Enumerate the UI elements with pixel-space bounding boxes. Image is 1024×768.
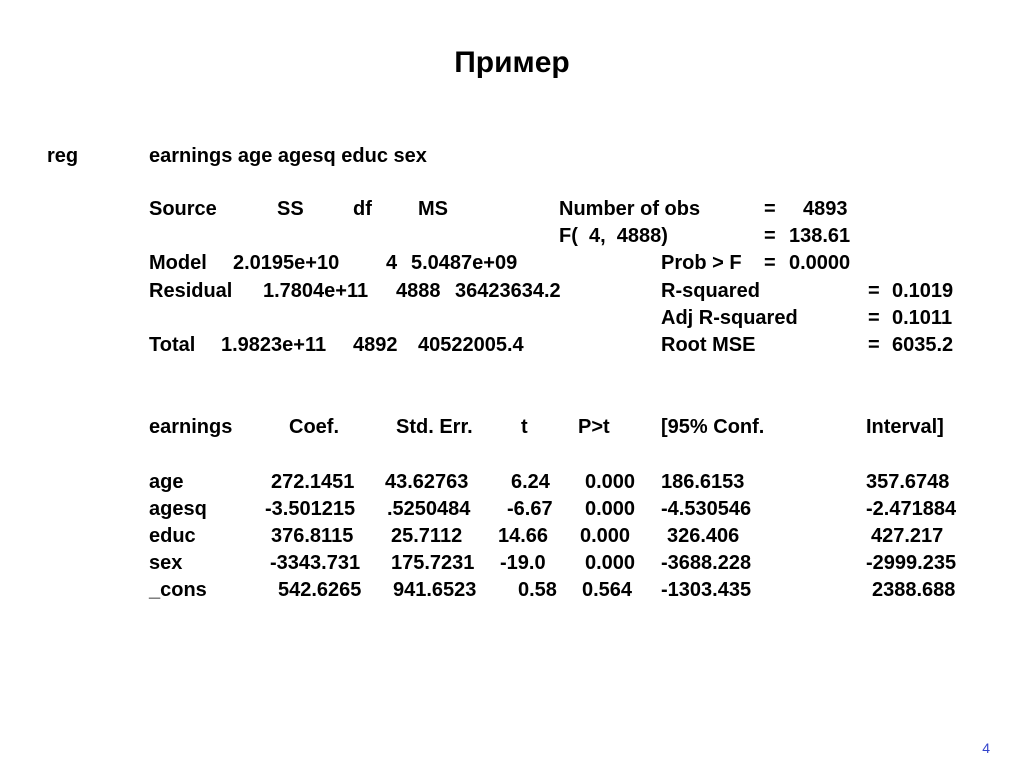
anova-residual-source: Residual bbox=[149, 280, 233, 302]
coef-row-se: 175.7231 bbox=[391, 552, 475, 574]
coef-row-se: 43.62763 bbox=[385, 471, 469, 493]
anova-total-ss: 1.9823e+11 bbox=[221, 334, 327, 356]
coef-row-ci-hi: -2.471884 bbox=[866, 498, 957, 520]
rmse-eq: = bbox=[868, 334, 880, 356]
r2-label: R-squared bbox=[661, 280, 760, 302]
coef-header-var: earnings bbox=[149, 416, 233, 438]
coef-row-ci-lo: 326.406 bbox=[667, 525, 740, 547]
coef-row-p: 0.564 bbox=[582, 579, 633, 601]
command-args: earnings age agesq educ sex bbox=[149, 145, 427, 167]
coef-row-ci-lo: -3688.228 bbox=[661, 552, 752, 574]
coef-header-ci-lo: [95% Conf. bbox=[661, 416, 765, 438]
coef-row-ci-lo: -1303.435 bbox=[661, 579, 752, 601]
anova-header-source: Source bbox=[149, 198, 217, 220]
anova-total-ms: 40522005.4 bbox=[418, 334, 524, 356]
coef-row-var: educ bbox=[149, 525, 196, 547]
coef-row-coef: -3343.731 bbox=[270, 552, 361, 574]
coef-row-coef: 376.8115 bbox=[271, 525, 354, 547]
anova-total-df: 4892 bbox=[353, 334, 398, 356]
coef-row-ci-hi: 357.6748 bbox=[866, 471, 950, 493]
anova-header-ms: MS bbox=[418, 198, 448, 220]
anova-model-ms: 5.0487e+09 bbox=[411, 252, 518, 274]
anova-model-df: 4 bbox=[386, 252, 398, 274]
coef-row-ci-lo: 186.6153 bbox=[661, 471, 745, 493]
coef-row-ci-hi: -2999.235 bbox=[866, 552, 957, 574]
coef-row-se: .5250484 bbox=[387, 498, 471, 520]
r2-eq: = bbox=[868, 280, 880, 302]
coef-header-se: Std. Err. bbox=[396, 416, 473, 438]
coef-row-var: _cons bbox=[149, 579, 207, 601]
coef-header-p: P>t bbox=[578, 416, 610, 438]
adjr2-value: 0.1011 bbox=[892, 307, 953, 329]
nobs-value: 4893 bbox=[803, 198, 848, 220]
rmse-value: 6035.2 bbox=[892, 334, 954, 356]
coef-row-t: -19.0 bbox=[500, 552, 546, 574]
nobs-eq: = bbox=[764, 198, 776, 220]
f-eq: = bbox=[764, 225, 776, 247]
adjr2-label: Adj R-squared bbox=[661, 307, 798, 329]
f-value: 138.61 bbox=[789, 225, 851, 247]
anova-model-source: Model bbox=[149, 252, 207, 274]
coef-row-p: 0.000 bbox=[585, 471, 636, 493]
coef-row-p: 0.000 bbox=[585, 552, 636, 574]
rmse-label: Root MSE bbox=[661, 334, 756, 356]
coef-row-t: 14.66 bbox=[498, 525, 549, 547]
coef-row-p: 0.000 bbox=[585, 498, 636, 520]
page-number: 4 bbox=[982, 740, 990, 756]
probf-label: Prob > F bbox=[661, 252, 742, 274]
coef-row-t: 6.24 bbox=[511, 471, 550, 493]
coef-row-coef: -3.501215 bbox=[265, 498, 356, 520]
anova-header-df: df bbox=[353, 198, 372, 220]
coef-row-se: 941.6523 bbox=[393, 579, 477, 601]
anova-residual-ms: 36423634.2 bbox=[455, 280, 561, 302]
coef-row-coef: 272.1451 bbox=[271, 471, 355, 493]
coef-row-p: 0.000 bbox=[580, 525, 631, 547]
probf-value: 0.0000 bbox=[789, 252, 851, 274]
probf-eq: = bbox=[764, 252, 776, 274]
nobs-label: Number of obs bbox=[559, 198, 701, 220]
anova-total-source: Total bbox=[149, 334, 196, 356]
anova-residual-ss: 1.7804e+11 bbox=[263, 280, 369, 302]
adjr2-eq: = bbox=[868, 307, 880, 329]
coef-row-coef: 542.6265 bbox=[278, 579, 362, 601]
coef-row-var: sex bbox=[149, 552, 183, 574]
slide-title: Пример bbox=[454, 46, 570, 79]
coef-header-ci-hi: Interval] bbox=[866, 416, 944, 438]
command-keyword: reg bbox=[47, 145, 79, 167]
coef-row-ci-lo: -4.530546 bbox=[661, 498, 752, 520]
coef-row-se: 25.7112 bbox=[391, 525, 463, 547]
coef-header-coef: Coef. bbox=[289, 416, 339, 438]
coef-row-t: -6.67 bbox=[507, 498, 553, 520]
f-label: F( 4, 4888) bbox=[559, 225, 668, 247]
r2-value: 0.1019 bbox=[892, 280, 954, 302]
coef-row-var: age bbox=[149, 471, 184, 493]
anova-residual-df: 4888 bbox=[396, 280, 441, 302]
coef-row-ci-hi: 2388.688 bbox=[872, 579, 956, 601]
coef-header-t: t bbox=[521, 416, 528, 438]
anova-header-ss: SS bbox=[277, 198, 304, 220]
anova-model-ss: 2.0195e+10 bbox=[233, 252, 340, 274]
coef-row-var: agesq bbox=[149, 498, 207, 520]
coef-row-t: 0.58 bbox=[518, 579, 557, 601]
coef-row-ci-hi: 427.217 bbox=[871, 525, 944, 547]
